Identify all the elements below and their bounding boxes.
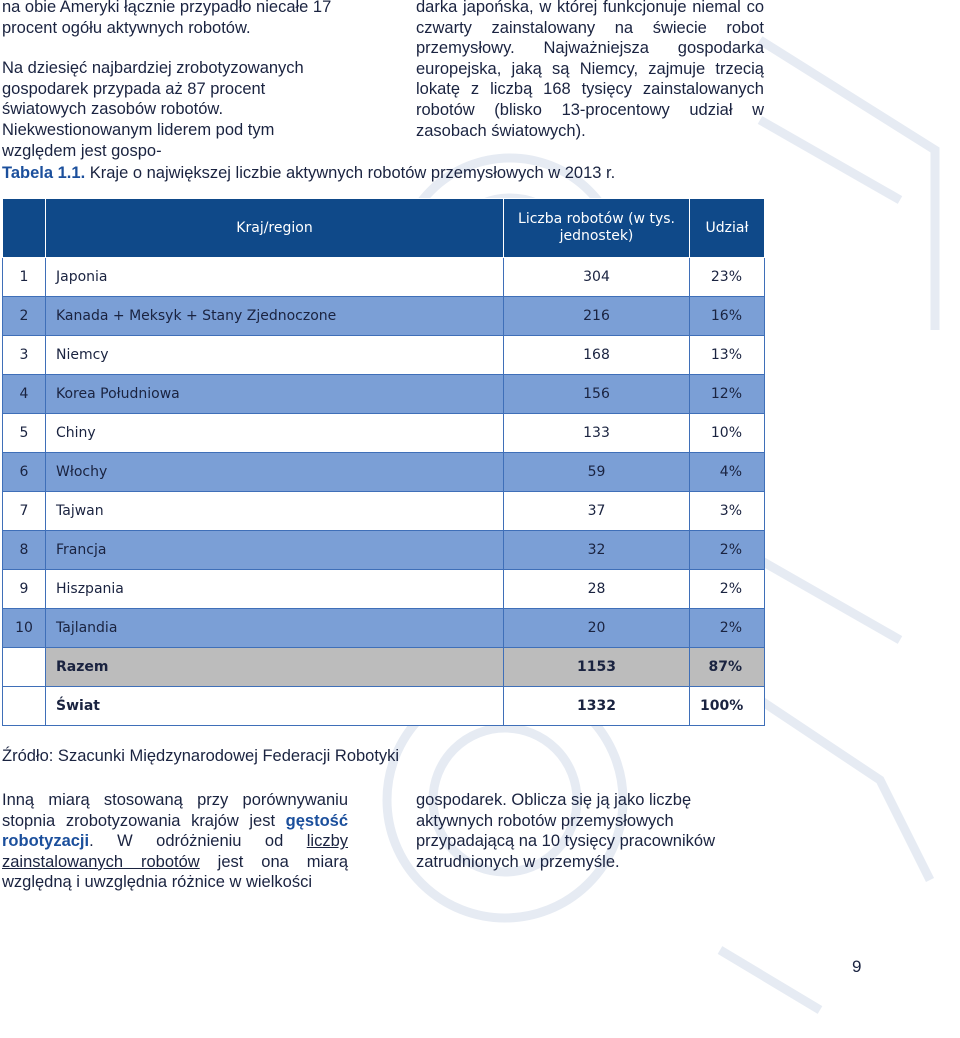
- rank-cell: 5: [3, 414, 46, 453]
- share-cell: 4%: [690, 453, 765, 492]
- table-header-row: [3, 199, 765, 258]
- total-share: 87%: [690, 648, 765, 687]
- count-cell: 20: [504, 609, 690, 648]
- paragraph: Na dziesięć najbardziej zrobotyzowanych gospodarek przypada aż 87 procent światowych zasobów robotów. Niekwestionowanym liderem pod tym względem jest gospo-: [2, 59, 304, 160]
- country-cell: Włochy: [46, 453, 504, 492]
- body-text-top-left: [2, 0, 348, 161]
- share-cell: 2%: [690, 570, 765, 609]
- rank-cell: 1: [3, 258, 46, 297]
- count-cell: 156: [504, 375, 690, 414]
- share-cell: 13%: [690, 336, 765, 375]
- table-caption: [2, 164, 615, 183]
- total-count: 1153: [504, 648, 690, 687]
- world-label: Świat: [46, 687, 504, 726]
- body-text-top-right: [416, 0, 764, 141]
- country-cell: Chiny: [46, 414, 504, 453]
- count-cell: 37: [504, 492, 690, 531]
- country-cell: Japonia: [46, 258, 504, 297]
- share-cell: 2%: [690, 609, 765, 648]
- share-cell: 23%: [690, 258, 765, 297]
- table-row: [3, 570, 765, 609]
- table-world-row: [3, 687, 765, 726]
- rank-cell: 3: [3, 336, 46, 375]
- count-cell: 133: [504, 414, 690, 453]
- robots-table: [2, 198, 765, 726]
- count-cell: 304: [504, 258, 690, 297]
- table-source-note: Źródło: Szacunki Międzynarodowej Federacji Robotyki: [2, 747, 400, 765]
- country-cell: Hiszpania: [46, 570, 504, 609]
- country-cell: Korea Południowa: [46, 375, 504, 414]
- count-header: Liczba robotów (w tys. jednostek): [504, 199, 690, 258]
- count-cell: 32: [504, 531, 690, 570]
- count-cell: 28: [504, 570, 690, 609]
- page-number: 9: [852, 957, 862, 976]
- share-cell: 12%: [690, 375, 765, 414]
- table-caption-text: Kraje o największej liczbie aktywnych robotów przemysłowych w 2013 r.: [85, 164, 616, 182]
- paragraph: darka japońska, w której funkcjonuje niemal co czwarty zainstalowany na świecie robot przemysłowy. Najważniejsza gospodarka europejska, jaką są Niemcy, zajmuje trzecią lokatę z liczbą 168 tysięcy zainstalowanych robotów (blisko 13-procentowy udział w zasobach światowych).: [416, 0, 764, 140]
- table-row: [3, 531, 765, 570]
- country-cell: Tajwan: [46, 492, 504, 531]
- table-total-row: [3, 648, 765, 687]
- total-label: Razem: [46, 648, 504, 687]
- paragraph: na obie Ameryki łącznie przypadło niecałe 17 procent ogółu aktywnych robotów.: [2, 0, 332, 37]
- rank-cell: 10: [3, 609, 46, 648]
- table-row: [3, 609, 765, 648]
- world-count: 1332: [504, 687, 690, 726]
- text-run: Inną miarą stosowaną przy porównywaniu stopnia zrobotyzowania krajów jest: [2, 791, 348, 830]
- rank-cell: 2: [3, 297, 46, 336]
- share-cell: 16%: [690, 297, 765, 336]
- share-cell: 10%: [690, 414, 765, 453]
- body-text-bottom-left: [2, 790, 348, 893]
- rank-cell: 8: [3, 531, 46, 570]
- table-caption-label: Tabela 1.1.: [2, 164, 86, 182]
- table-row: [3, 453, 765, 492]
- country-cell: Tajlandia: [46, 609, 504, 648]
- share-cell: 2%: [690, 531, 765, 570]
- share-cell: 3%: [690, 492, 765, 531]
- rank-cell: 7: [3, 492, 46, 531]
- body-text-bottom-right: [416, 790, 764, 872]
- count-cell: 168: [504, 336, 690, 375]
- table-row: [3, 375, 765, 414]
- table-row: [3, 258, 765, 297]
- text-run: . W odróżnieniu od: [89, 832, 307, 851]
- count-cell: 216: [504, 297, 690, 336]
- world-share: 100%: [690, 687, 765, 726]
- paragraph: gospodarek. Oblicza się ją jako liczbę aktywnych robotów przemysłowych przypadającą na 10 tysięcy pracowników zatrudnionych w przemyśle.: [416, 791, 715, 871]
- rank-header: [3, 199, 46, 258]
- text-run: jest ona miarą względną i uwzględnia różnice w wielkości: [2, 852, 349, 892]
- rank-cell-empty: [3, 687, 46, 726]
- paragraph: [2, 790, 348, 893]
- count-cell: 59: [504, 453, 690, 492]
- rank-cell: 4: [3, 375, 46, 414]
- country-cell: Kanada + Meksyk + Stany Zjednoczone: [46, 297, 504, 336]
- table-row: [3, 297, 765, 336]
- underlined-term: liczby zainstalowanych robotów: [2, 832, 348, 871]
- rank-cell-empty: [3, 648, 46, 687]
- rank-cell: 9: [3, 570, 46, 609]
- key-term: gęstość robotyzacji: [2, 811, 348, 851]
- country-cell: Niemcy: [46, 336, 504, 375]
- region-header: Kraj/region: [46, 199, 504, 258]
- country-cell: Francja: [46, 531, 504, 570]
- table-row: [3, 414, 765, 453]
- table-row: [3, 336, 765, 375]
- share-header: Udział: [690, 199, 765, 258]
- table-row: [3, 492, 765, 531]
- rank-cell: 6: [3, 453, 46, 492]
